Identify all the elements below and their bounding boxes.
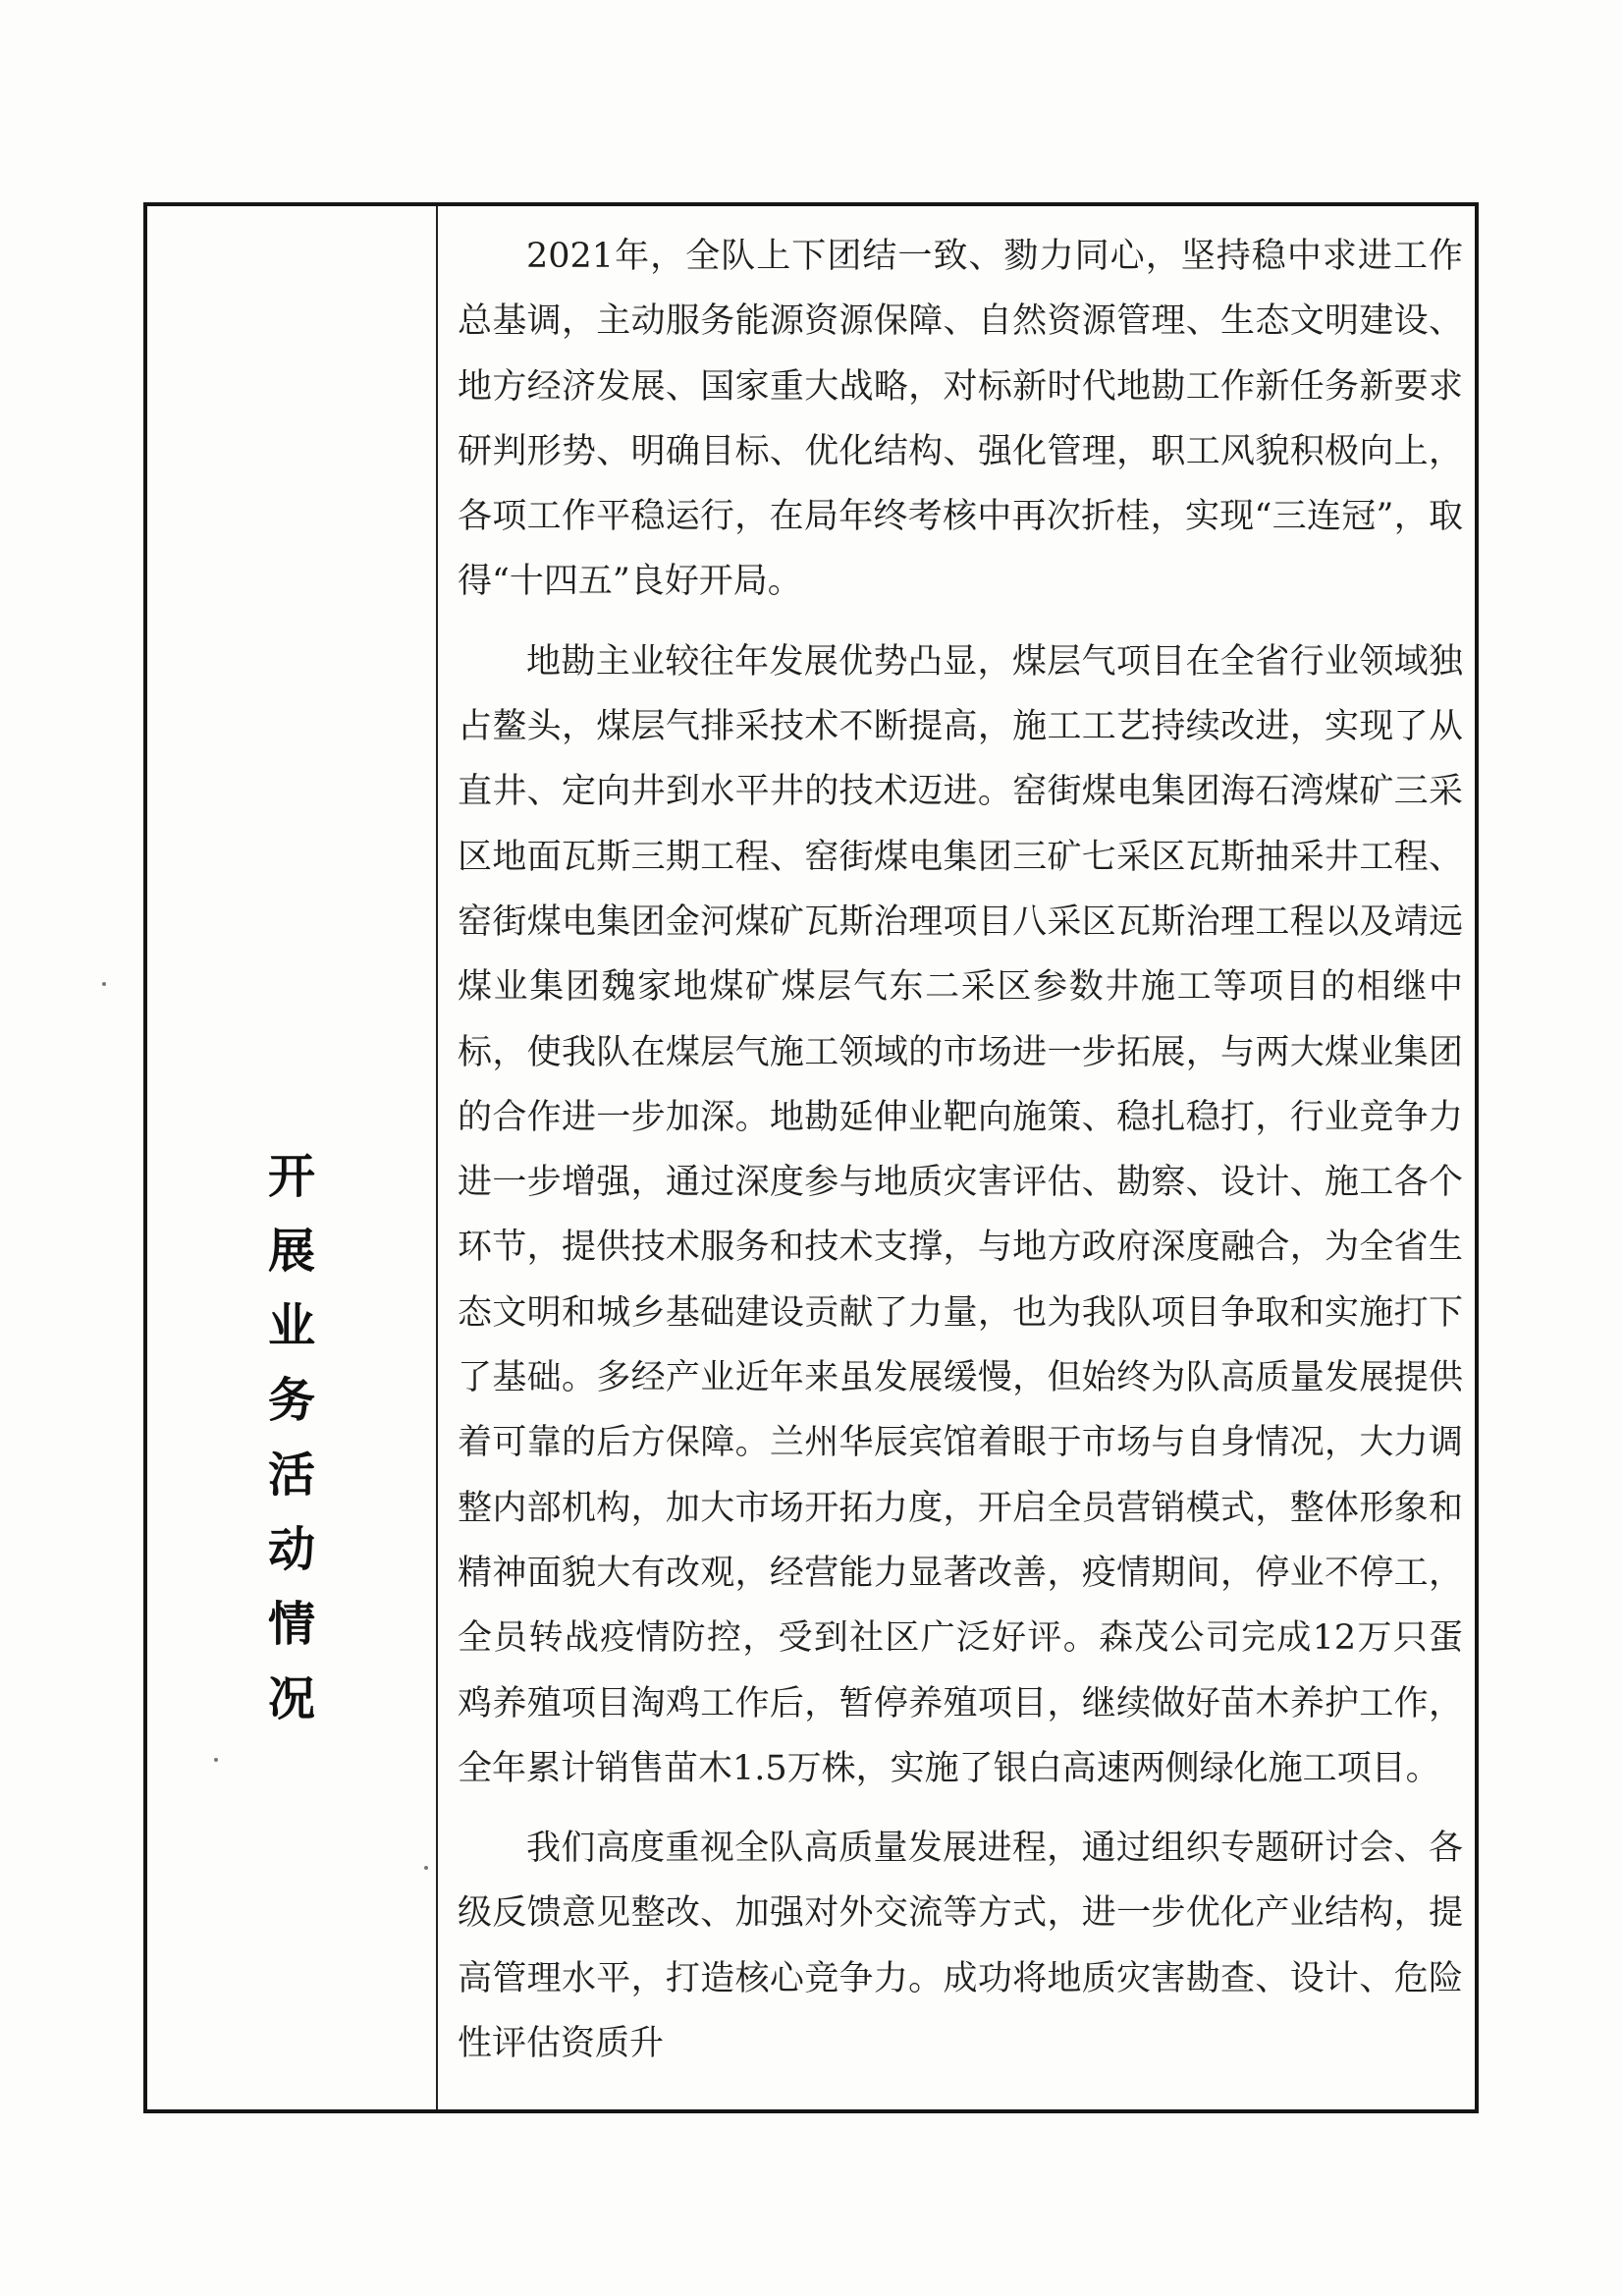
column-divider	[436, 206, 438, 2109]
paragraph: 地勘主业较往年发展优势凸显，煤层气项目在全省行业领域独占鳌头，煤层气排采技术不断提高，施工工艺持续改进，实现了从直井、定向井到水平井的技术迈进。窑街煤电集团海石湾煤矿三采区地面瓦斯三期工程、窑街煤电集团三矿七采区瓦斯抽采井工程、窑街煤电集团金河煤矿瓦斯治理项目八采区瓦斯治理工程以及靖远煤业集团魏家地煤矿煤层气东二采区参数井施工等项目的相继中标，使我队在煤层气施工领域的市场进一步拓展，与两大煤业集团的合作进一步加深。地勘延伸业靶向施策、稳扎稳打，行业竞争力进一步增强，通过深度参与地质灾害评估、勘察、设计、施工各个环节，提供技术服务和技术支撑，与地方政府深度融合，为全省生态文明和城乡基础建设贡献了力量，也为我队项目争取和实施打下了基础。多经产业近年来虽发展缓慢，但始终为队高质量发展提供着可靠的后方保障。兰州华辰宾馆着眼于市场与自身情况，大力调整内部机构，加大市场开拓力度，开启全员营销模式，整体形象和精神面貌大有改观，经营能力显著改善，疫情期间，停业不停工，全员转战疫情防控，受到社区广泛好评。森茂公司完成12万只蛋鸡养殖项目淘鸡工作后，暂停养殖项目，继续做好苗木养护工作，全年累计销售苗木1.5万株，实施了银白高速两侧绿化施工项目。	[458, 641, 1463, 1788]
scan-speck	[102, 982, 106, 986]
section-label-char: 业	[267, 1298, 315, 1353]
activity-table	[143, 202, 1479, 2113]
section-label-char: 展	[267, 1224, 315, 1279]
section-label-char: 动	[267, 1522, 315, 1577]
section-label-char: 况	[267, 1671, 315, 1726]
section-label-text	[147, 1139, 436, 1736]
paragraph: 我们高度重视全队高质量发展进程，通过组织专题研讨会、各级反馈意见整改、加强对外交流等方式，进一步优化产业结构，提高管理水平，打造核心竞争力。成功将地质灾害勘查、设计、危险性评估资质升	[458, 1829, 1463, 2064]
paragraph: 2021年，全队上下团结一致、勠力同心，坚持稳中求进工作总基调，主动服务能源资源保障、自然资源管理、生态文明建设、地方经济发展、国家重大战略，对标新时代地勘工作新任务新要求研判形势、明确目标、优化结构、强化管理，职工风貌积极向上，各项工作平稳运行，在局年终考核中再次折桂，实现“三连冠”，取得“十四五”良好开局。	[458, 237, 1463, 602]
section-label-char: 情	[267, 1597, 315, 1652]
section-label	[147, 1139, 436, 1736]
section-content	[458, 224, 1463, 2091]
scan-speck	[424, 1866, 428, 1870]
section-label-char: 活	[267, 1448, 315, 1503]
section-label-char: 务	[267, 1373, 315, 1428]
section-label-char: 开	[267, 1149, 315, 1204]
scan-speck	[214, 1758, 218, 1762]
